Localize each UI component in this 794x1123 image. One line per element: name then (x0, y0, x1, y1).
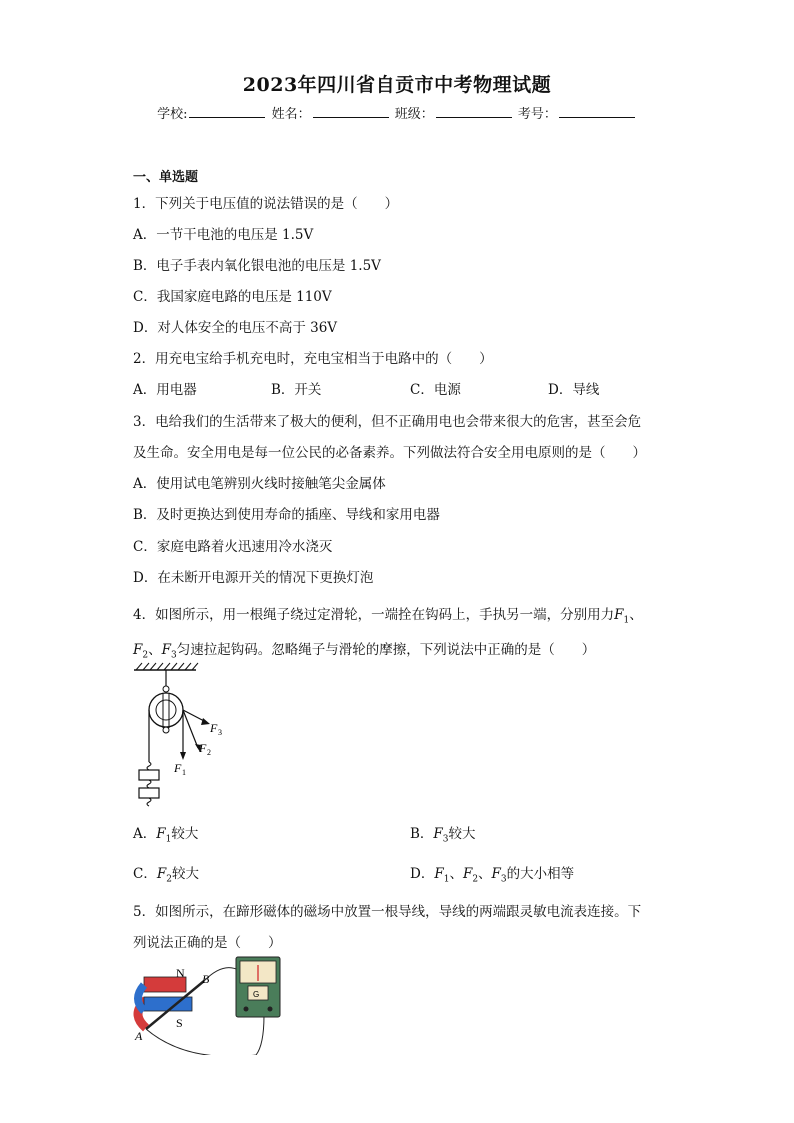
svg-text:2: 2 (207, 748, 211, 757)
class-blank[interactable] (436, 105, 512, 118)
q2-option-c: C．电源 (410, 382, 461, 398)
q2-stem: 2．用充电宝给手机充电时，充电宝相当于电路中的（ ） (133, 351, 493, 367)
q1-option-d: D．对人体安全的电压不高于 36V (133, 320, 338, 336)
pulley-figure (132, 660, 232, 808)
q4-option-d: D．$F_1$、$F_2$、$F_3$的大小相等 (410, 866, 575, 885)
q3-option-c: C．家庭电路着火迅速用冷水浇灭 (133, 539, 333, 555)
label-a: A (135, 1029, 143, 1043)
svg-text:G: G (253, 990, 260, 999)
section-heading: 一、单选题 (133, 170, 199, 185)
magnet-bottom-arm (144, 997, 192, 1011)
label-s: S (176, 1016, 183, 1030)
q5-stem-line2: 列说法正确的是（ ） (133, 935, 282, 951)
force-label-f2: F (199, 741, 207, 755)
hook-weight-bottom (139, 788, 159, 798)
q3-stem-line2: 及生命。安全用电是每一位公民的必备素养。下列做法符合安全用电原则的是（ ） (133, 445, 646, 461)
hook-weight-top (139, 770, 159, 780)
q4-option-a: A．$F_1$较大 (133, 826, 199, 845)
number-blank[interactable] (559, 105, 635, 118)
q2-option-b: B．开关 (271, 382, 322, 398)
student-info-line (0, 103, 794, 122)
q3-stem-line1: 3．电给我们的生活带来了极大的便利，但不正确用电也会带来很大的危害，甚至会危 (133, 414, 642, 430)
q4-stem-tail: 匀速拉起钩码。忽略绳子与滑轮的摩擦，下列说法中正确的是（ ） (176, 642, 596, 658)
school-label: 学校: (157, 107, 188, 122)
q3-option-a: A．使用试电笔辨别火线时接触笔尖金属体 (133, 476, 386, 492)
q4-option-c: C．$F_2$较大 (133, 866, 199, 885)
label-b: B (202, 972, 210, 986)
q4-stem-text: 4．如图所示，用一根绳子绕过定滑轮，一端拴在钩码上，手执另一端，分别用力 (133, 607, 615, 623)
label-n: N (176, 966, 185, 980)
q4-option-b: B．$F_3$较大 (410, 826, 476, 845)
force-label-f1: F (174, 761, 182, 775)
q1-option-a: A．一节干电池的电压是 1.5V (133, 227, 314, 243)
q1-option-c: C．我国家庭电路的电压是 110V (133, 289, 332, 305)
q3-option-b: B．及时更换达到使用寿命的插座、导线和家用电器 (133, 507, 440, 523)
q2-option-a: A．用电器 (133, 382, 197, 398)
page-title: 2023年四川省自贡市中考物理试题 (242, 74, 552, 96)
svg-text:1: 1 (182, 768, 186, 777)
q5-stem-line1: 5．如图所示，在蹄形磁体的磁场中放置一根导线，导线的两端跟灵敏电流表连接。下 (133, 904, 642, 920)
class-label: 班级： (394, 107, 434, 122)
q4-stem-line2: $F_2$、$F_3$匀速拉起钩码。忽略绳子与滑轮的摩擦，下列说法中正确的是（ ） (133, 642, 596, 661)
force-label-f3: F (210, 721, 218, 735)
q2-option-d: D．导线 (548, 382, 600, 398)
name-label: 姓名： (271, 107, 311, 122)
svg-text:3: 3 (218, 728, 222, 737)
q3-option-d: D．在未断开电源开关的情况下更换灯泡 (133, 570, 374, 586)
q1-option-b: B．电子手表内氧化银电池的电压是 1.5V (133, 258, 381, 274)
magnet-galvanometer-figure (132, 955, 282, 1055)
pulley-wheel (149, 693, 183, 727)
name-blank[interactable] (313, 105, 389, 118)
q4-stem-line1: 4．如图所示，用一根绳子绕过定滑轮，一端拴在钩码上，手执另一端，分别用力$F_1$、 (133, 607, 643, 626)
number-label: 考号： (517, 107, 557, 122)
school-blank[interactable] (189, 105, 265, 118)
q1-stem: 1．下列关于电压值的说法错误的是（ ） (133, 196, 399, 212)
